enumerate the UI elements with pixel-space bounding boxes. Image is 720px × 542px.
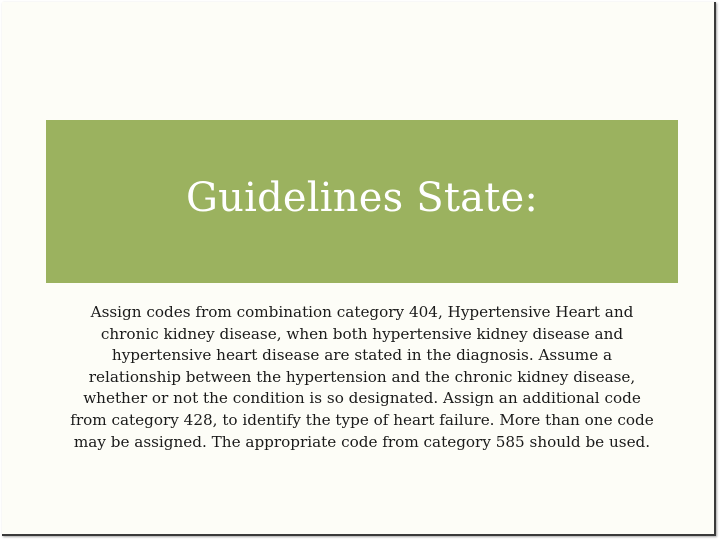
slide bbox=[2, 2, 716, 536]
slide-body-text: Assign codes from combination category 404, Hypertensive Heart and chronic kidney disease, when both hypertensive kidney disease and hypertensive heart disease are stated in the diagnosis. Assume a relationship between the hypertension and the chronic kidney disease, whether or not the condition is so designated. Assign an additional code from category 428, to identify the type of heart failure. More than one code may be assigned. The appropriate code from category 585 should be used. bbox=[70, 303, 654, 451]
slide-title: Guidelines State: bbox=[186, 174, 538, 221]
title-band bbox=[46, 120, 678, 283]
